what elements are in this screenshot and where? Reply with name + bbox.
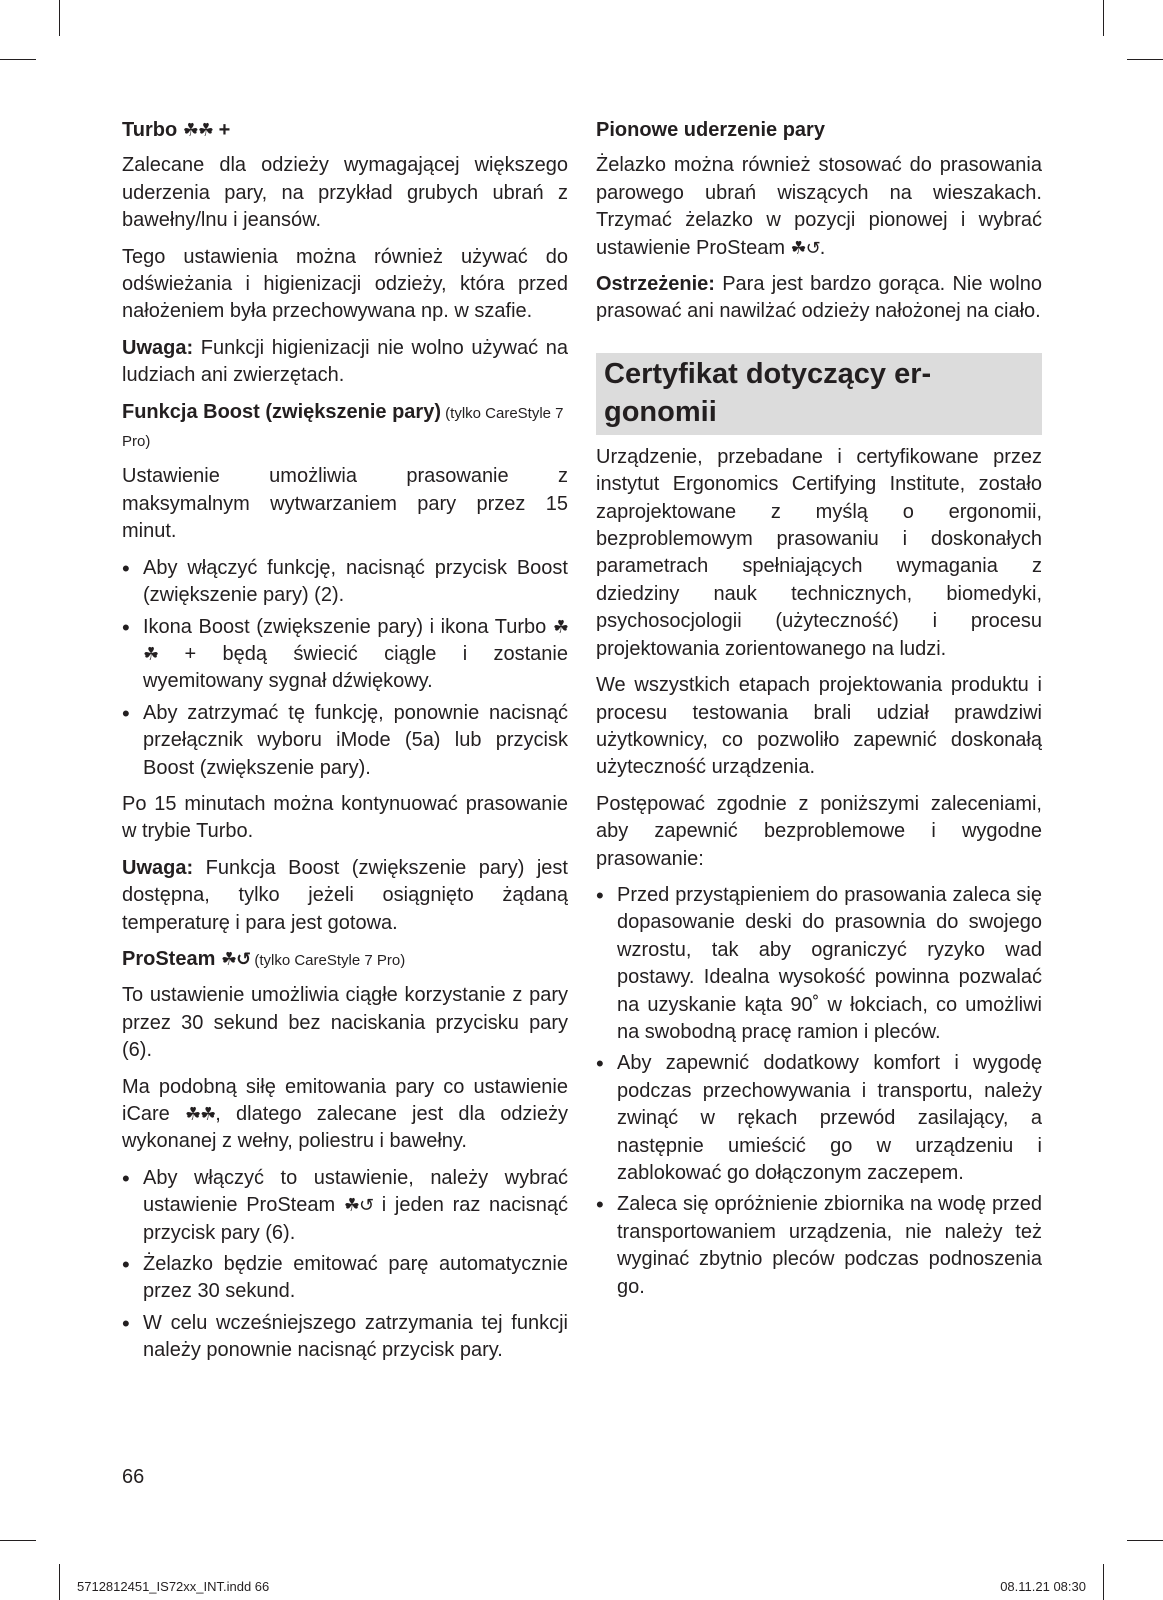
cert-list [596, 882, 1042, 1301]
cert-paragraph-1: Urządzenie, przebadane i certyfikowane przez instytut Ergonomics Certifying Institute, zostało zaprojektowane z myślą o ergonomii, bezproblemowym prasowaniu i doskonałych parametrach spełniających wymagania z dziedziny nauk technicznych, biomedyki, psychosocjologii (użyteczność) i procesu projektowania zorientowanego na ludzi. [596, 445, 1042, 660]
steam-double-icon: ☘☘ [182, 120, 214, 140]
section-title: Certyfikat dotyczący er- gonomii [596, 353, 1042, 435]
list-item: • Aby zatrzymać tę funkcję, ponownie nacisnąć przełącznik wyboru iMode (5a) lub przycisk Boost (zwiększenie pary). [122, 700, 568, 782]
print-slug-right: 08.11.21 08:30 [1000, 1579, 1086, 1594]
prosteam-paragraph-1: To ustawienie umożliwia ciągłe korzystanie z pary przez 30 sekund bez naciskania przycisku pary (6). [122, 984, 568, 1062]
boost-paragraph-1: Ustawienie umożliwia prasowanie z maksymalnym wytwarzaniem pary przez 15 minut. [122, 465, 568, 543]
boost-list [122, 555, 568, 782]
steam-double-icon: ☘☘ [184, 1104, 216, 1124]
crop-mark [1127, 1540, 1163, 1541]
list-item: • Aby zapewnić dodatkowy komfort i wygodę podczas przechowywania i transportu, należy zwinąć w rękach przewód zasilający, a następnie umieścić go w urządzeniu i zablokować go dołączonym zaczepem. [596, 1050, 1042, 1187]
note-boost: Uwaga: Funkcja Boost (zwiększenie pary) jest dostępna, tylko jeżeli osiągnięto żądaną temperaturę i para jest gotowa. [122, 856, 568, 934]
steam-double-icon: ☘☘ [143, 616, 568, 664]
cert-paragraph-3: Postępować zgodnie z poniższymi zaleceniami, aby zapewnić bezproblemowe i wygodne prasowanie: [596, 792, 1042, 870]
crop-mark [59, 0, 60, 36]
steam-cycle-icon: ☘↺ [790, 237, 820, 258]
note-higienizacja: Uwaga: Funkcji higienizacji nie wolno używać na ludziach ani zwierzętach. [122, 336, 568, 387]
right-column [596, 117, 1042, 1310]
crop-mark [1103, 1564, 1104, 1600]
cert-paragraph-2: We wszystkich etapach projektowania produktu i procesu testowania brali udział prawdziwi użytkownicy, co pozwoliło zapewnić doskonałą użyteczność urządzenia. [596, 674, 1042, 779]
steam-cycle-icon: ☘↺ [343, 1195, 374, 1216]
list-item: • Żelazko będzie emitować parę automatycznie przez 30 sekund. [122, 1251, 568, 1306]
warning-paragraph: Ostrzeżenie: Para jest bardzo gorąca. Nie wolno prasować ani nawilżać odzieży nałożonej na ciało. [596, 273, 1042, 323]
list-item: • Aby włączyć to ustawienie, należy wybrać ustawienie ProSteam ☘↺ i jeden raz nacisnąć przycisk pary (6). [122, 1165, 568, 1247]
list-item: • Przed przystąpieniem do prasowania zaleca się dopasowanie deski do prasownia do swojego wzrostu, tak aby ograniczyć ryzyko wad postawy. Idealna wysokość powinna pozwalać na uzyskanie kąta 90˚ w łokciach, co umożliwi na swobodną pracę ramion i pleców. [596, 882, 1042, 1046]
prosteam-heading: ProSteam ☘↺ (tylko CareStyle 7 Pro) [122, 947, 406, 970]
crop-mark [0, 59, 36, 60]
steam-cycle-icon: ☘↺ [220, 948, 251, 969]
print-slug-left: 5712812451_IS72xx_INT.indd 66 [77, 1579, 270, 1594]
page-number: 66 [122, 1466, 145, 1488]
list-item: • Ikona Boost (zwiększenie pary) i ikona Turbo ☘☘ + będą świecić ciągle i zostanie wyemitowany sygnał dźwiękowy. [122, 614, 568, 696]
crop-mark [0, 1540, 36, 1541]
vertical-steam-paragraph: Żelazko można również stosować do prasowania parowego ubrań wiszących na wieszakach. Trzymać żelazko w pozycji pionowej i wybrać ustawienie ProSteam ☘↺. [596, 154, 1042, 259]
turbo-paragraph-2: Tego ustawienia można również używać do odświeżania i higienizacji odzieży, która przed nałożeniem była przechowywana np. w szafie. [122, 245, 568, 323]
boost-heading: Funkcja Boost (zwiększenie pary) (tylko CareStyle 7 Pro) [122, 400, 564, 451]
list-item: • Zaleca się opróżnienie zbiornika na wodę przed transportowaniem urządzenia, nie należy też wyginać zbytnio pleców podczas podnoszenia go. [596, 1191, 1042, 1301]
list-item: • W celu wcześniejszego zatrzymania tej funkcji należy ponownie nacisnąć przycisk pary. [122, 1310, 568, 1365]
vertical-steam-heading: Pionowe uderzenie pary [596, 119, 825, 141]
prosteam-paragraph-2: Ma podobną siłę emitowania pary co ustawienie iCare ☘☘, dlatego zalecane jest dla odzieży wykonanej z wełny, poliestru i bawełny. [122, 1075, 569, 1153]
boost-paragraph-2: Po 15 minutach można kontynuować prasowanie w trybie Turbo. [122, 792, 568, 843]
prosteam-list [122, 1165, 568, 1365]
left-column [122, 117, 568, 1374]
list-item: • Aby włączyć funkcję, nacisnąć przycisk Boost (zwiększenie pary) (2). [122, 555, 568, 610]
crop-mark [1103, 0, 1104, 36]
crop-mark [1127, 59, 1163, 60]
turbo-paragraph-1: Zalecane dla odzieży wymagającej większego uderzenia pary, na przykład grubych ubrań z bawełny/lnu i jeansów. [122, 154, 568, 232]
crop-mark [59, 1564, 60, 1600]
turbo-heading: Turbo ☘☘ + [122, 119, 231, 141]
